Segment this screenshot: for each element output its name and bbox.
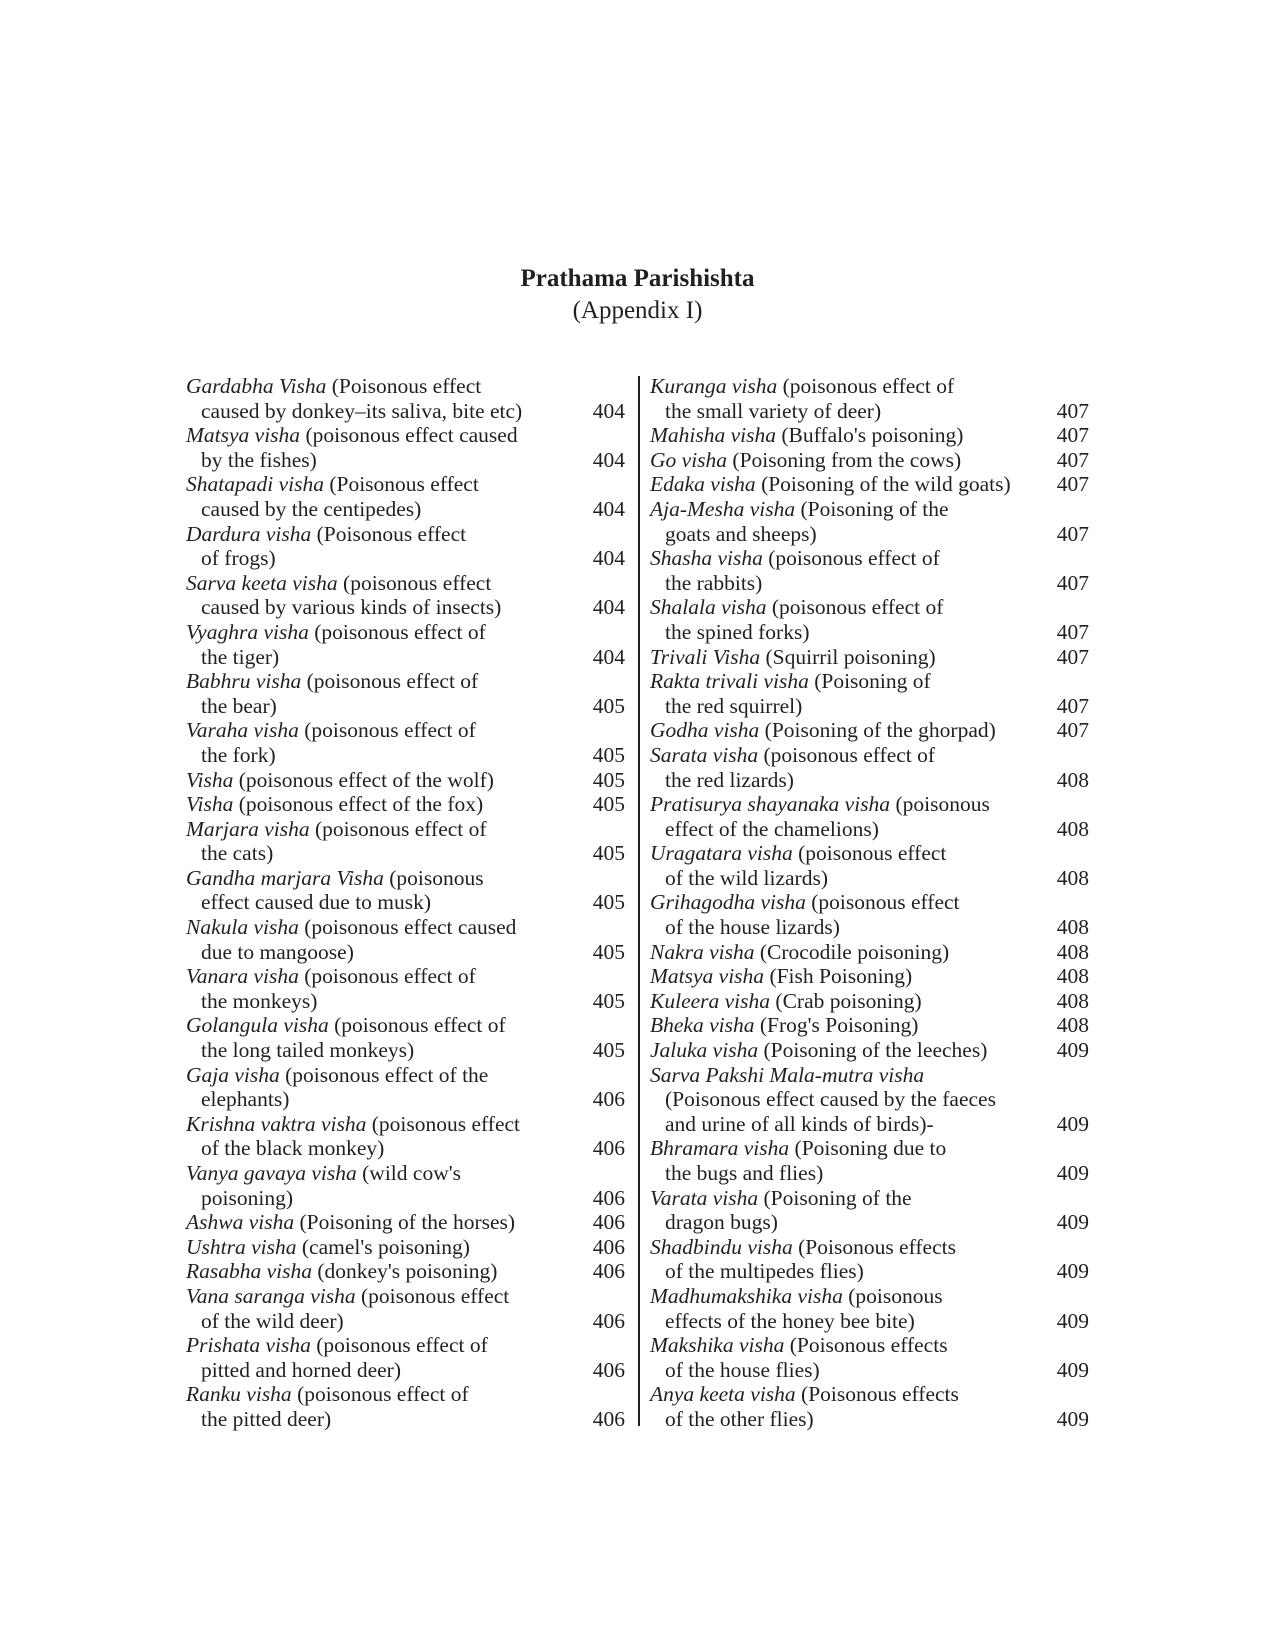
entry-first-line <box>650 841 1089 866</box>
entry-description: (Frog's Poisoning) <box>754 1013 919 1038</box>
entry-description: (Squirril poisoning) <box>760 644 936 669</box>
entry-page-number: 404 <box>592 546 625 571</box>
entry-first-line <box>650 1013 1089 1038</box>
entry-continuation-line: the red squirrel) <box>665 693 803 718</box>
entry-page-number: 404 <box>592 447 625 472</box>
index-entry <box>650 595 1089 644</box>
entry-page-number: 405 <box>592 792 625 817</box>
entry-description: (Poisonous effects <box>792 1234 956 1259</box>
entry-page-number: 409 <box>1056 1210 1089 1235</box>
entry-page-number: 405 <box>592 939 625 964</box>
index-entry <box>650 423 1089 448</box>
entry-page-number: 408 <box>1056 988 1089 1013</box>
index-column-left <box>186 374 625 1432</box>
entry-first-line <box>650 792 1089 817</box>
entry-first-line <box>650 448 1089 473</box>
index-entry <box>186 1259 625 1284</box>
entry-continuation-line: of the wild lizards) <box>665 865 828 890</box>
index-entry <box>186 792 625 817</box>
entry-description: (poisonous effect <box>366 1111 521 1136</box>
entry-term: Ashwa visha <box>186 1210 295 1235</box>
entry-continuation-line: the pitted deer) <box>201 1406 332 1431</box>
index-entry <box>186 423 625 472</box>
entry-first-line <box>186 915 625 940</box>
entry-continuation-line: of the house lizards) <box>665 915 840 940</box>
index-entry <box>650 1136 1089 1185</box>
entry-term: Ushtra visha <box>186 1234 297 1259</box>
index-entry <box>186 669 625 718</box>
entry-description: (poisonous effect of <box>777 374 955 398</box>
entry-page-number: 408 <box>1056 865 1089 890</box>
entry-description: (Fish Poisoning) <box>764 964 913 989</box>
entry-page-number: 407 <box>1056 398 1089 423</box>
entry-first-line <box>650 595 1089 620</box>
entry-first-line <box>186 620 625 645</box>
entry-continuation-line: caused by various kinds of insects) <box>201 595 502 620</box>
entry-term: Bheka visha <box>650 1013 755 1038</box>
entry-description: (Poisoning of the ghorpad) <box>759 718 996 743</box>
index-entry <box>186 472 625 521</box>
page-subtitle: (Appendix I) <box>572 297 703 324</box>
entry-continuation-line: of the black monkey) <box>201 1136 385 1161</box>
entry-description: (poisonous effect caused <box>300 423 518 448</box>
entry-first-line <box>650 497 1089 522</box>
entry-description: (poisonous effect caused <box>298 915 517 940</box>
entry-term: Visha <box>186 767 234 792</box>
entry-continuation-line: of frogs) <box>201 546 276 571</box>
entry-first-line <box>650 1382 1089 1407</box>
entry-first-line <box>186 374 625 399</box>
entry-page-number: 409 <box>1056 1357 1089 1382</box>
index-entry <box>186 1112 625 1161</box>
entry-first-line <box>650 940 1089 965</box>
entry-continuation-line: dragon bugs) <box>665 1210 778 1235</box>
entry-term: Mahisha visha <box>650 423 777 448</box>
entry-description: (Poisoning of the wild goats) <box>755 472 1011 497</box>
index-entry <box>186 817 625 866</box>
entry-first-line <box>650 472 1089 497</box>
entry-term: Aja-Mesha visha <box>650 496 796 521</box>
entry-continuation-line: effect caused due to musk) <box>201 890 432 915</box>
entry-continuation-line: the monkeys) <box>201 988 318 1013</box>
entry-term: Bhramara visha <box>650 1136 790 1161</box>
entry-continuation-line: caused by donkey–its saliva, bite etc) <box>201 398 523 423</box>
entry-term: Rakta trivali visha <box>650 669 809 694</box>
entry-page-number: 406 <box>592 1185 625 1210</box>
entry-description: (Poisonous effect <box>323 472 479 497</box>
entry-description: (Poisoning of the <box>758 1185 912 1210</box>
entry-page-number: 406 <box>592 1087 625 1112</box>
entry-first-line <box>186 1013 625 1038</box>
entry-first-line <box>186 423 625 448</box>
entry-term: Gaja visha <box>186 1062 280 1087</box>
index-entry <box>650 1013 1089 1038</box>
entry-description: (poisonous effect of the fox) <box>233 792 484 817</box>
entry-page-number: 409 <box>1056 1111 1089 1136</box>
entry-first-line <box>650 1333 1089 1358</box>
entry-description: (poisonous effect <box>792 841 947 866</box>
index-entry <box>186 1333 625 1382</box>
entry-first-line <box>186 817 625 842</box>
entry-first-line <box>186 522 625 547</box>
index-entry <box>650 1063 1089 1137</box>
entry-first-line <box>186 1235 625 1260</box>
index-entry <box>650 546 1089 595</box>
entry-first-line <box>186 1333 625 1358</box>
entry-term: Vyaghra visha <box>186 619 309 644</box>
entry-term: Golangula visha <box>186 1013 329 1038</box>
entry-first-line <box>650 964 1089 989</box>
index-entry <box>650 374 1089 423</box>
index-entry <box>650 841 1089 890</box>
entry-description: (poisonous effect of <box>291 1382 469 1407</box>
column-divider <box>638 376 640 1426</box>
entry-description: (Poisoning of <box>808 669 931 694</box>
page-title: Prathama Parishishta <box>520 265 755 292</box>
entry-description: (wild cow's <box>356 1161 461 1185</box>
index-entry <box>186 1235 625 1260</box>
entry-term: Visha <box>186 792 234 817</box>
entry-continuation-line: the bear) <box>201 693 277 718</box>
entry-first-line <box>650 423 1089 448</box>
index-entry <box>186 1382 625 1431</box>
entry-term: Grihagodha visha <box>650 890 806 915</box>
entry-term: Kuleera visha <box>650 988 771 1013</box>
entry-description: (poisonous effect of the wolf) <box>233 767 494 792</box>
entry-term: Makshika visha <box>650 1333 785 1358</box>
entry-description: (poisonous <box>890 792 990 817</box>
index-entry <box>650 497 1089 546</box>
entry-page-number: 405 <box>592 841 625 866</box>
entry-term: Prishata visha <box>186 1333 311 1358</box>
entry-term: Varaha visha <box>186 718 299 743</box>
index-entry <box>650 1235 1089 1284</box>
entry-term: Shasha visha <box>650 546 763 571</box>
entry-page-number: 406 <box>592 1136 625 1161</box>
entry-continuation-line: the fork) <box>201 742 276 767</box>
entry-first-line <box>650 718 1089 743</box>
entry-description: (poisonous effect of <box>762 546 940 571</box>
entry-term: Edaka visha <box>650 472 756 497</box>
entry-page-number: 408 <box>1056 1013 1089 1038</box>
entry-continuation-line: due to mangoose) <box>201 939 354 964</box>
entry-continuation-line: elephants) <box>201 1087 290 1112</box>
entry-continuation-line: of the wild deer) <box>201 1308 344 1333</box>
entry-term: Shalala visha <box>650 595 767 620</box>
entry-description: (Poisonous effect <box>326 374 482 398</box>
entry-description: (poisonous effect of <box>301 669 479 694</box>
index-entry <box>186 718 625 767</box>
entry-description: (Crab poisoning) <box>770 988 922 1013</box>
index-entry <box>186 1013 625 1062</box>
entry-page-number: 409 <box>1056 1259 1089 1284</box>
entry-description: (poisonous effect of <box>298 718 476 743</box>
entry-page-number: 406 <box>592 1210 625 1235</box>
entry-continuation-line: by the fishes) <box>201 447 317 472</box>
entry-first-line <box>186 866 625 891</box>
entry-page-number: 406 <box>592 1234 625 1259</box>
entry-continuation-line: effects of the honey bee bite) <box>665 1308 915 1333</box>
entry-page-number: 407 <box>1056 447 1089 472</box>
entry-page-number: 406 <box>592 1357 625 1382</box>
entry-continuation-line: goats and sheeps) <box>665 521 817 546</box>
index-entry <box>650 743 1089 792</box>
entry-term: Sarva Pakshi Mala-mutra visha <box>650 1062 925 1087</box>
index-entry <box>650 472 1089 497</box>
index-entry <box>186 620 625 669</box>
entry-term: Nakula visha <box>186 915 299 940</box>
entry-continuation-line: the tiger) <box>201 644 280 669</box>
entry-page-number: 408 <box>1056 939 1089 964</box>
entry-page-number: 404 <box>592 644 625 669</box>
entry-term: Jaluka visha <box>650 1038 759 1063</box>
entry-first-line <box>186 792 625 817</box>
entry-description: (Poisoning of the leeches) <box>758 1038 988 1063</box>
entry-description: (poisonous effect of <box>766 595 944 620</box>
entry-continuation-line: the long tailed monkeys) <box>201 1038 415 1063</box>
entry-description: (Poisoning due to <box>789 1136 947 1161</box>
entry-description: (poisonous effect of <box>309 816 487 841</box>
entry-first-line <box>650 374 1089 399</box>
entry-continuation-line: the rabbits) <box>665 570 763 595</box>
entry-description: (poisonous effect <box>355 1283 510 1308</box>
entry-first-line <box>186 1210 625 1235</box>
index-entry <box>650 448 1089 473</box>
entry-page-number: 407 <box>1056 472 1089 497</box>
entry-description: (camel's poisoning) <box>296 1234 470 1259</box>
index-entry <box>186 374 625 423</box>
entry-continuation-line: the cats) <box>201 841 274 866</box>
entry-term: Uragatara visha <box>650 841 793 866</box>
entry-first-line <box>186 669 625 694</box>
index-entry <box>650 940 1089 965</box>
entry-continuation-line: and urine of all kinds of birds)- <box>665 1111 934 1136</box>
entry-continuation-line: of the house flies) <box>665 1357 820 1382</box>
entry-term: Varata visha <box>650 1185 759 1210</box>
entry-description: (Poisoning of the horses) <box>294 1210 516 1235</box>
entry-first-line <box>650 989 1089 1014</box>
index-entry <box>650 645 1089 670</box>
entry-term: Nakra visha <box>650 939 755 964</box>
entry-page-number: 406 <box>592 1406 625 1431</box>
entry-continuation-line: the bugs and flies) <box>665 1161 824 1185</box>
entry-page-number: 407 <box>1056 693 1089 718</box>
index-entry <box>650 669 1089 718</box>
entry-description: (poisonous <box>842 1283 943 1308</box>
entry-term: Go visha <box>650 447 728 472</box>
entry-first-line <box>650 1235 1089 1260</box>
entry-term: Krishna vaktra visha <box>186 1111 367 1136</box>
entry-page-number: 407 <box>1056 644 1089 669</box>
index-entry <box>186 522 625 571</box>
entry-continuation-line: caused by the centipedes) <box>201 496 422 521</box>
entry-continuation-line: the small variety of deer) <box>665 398 882 423</box>
entry-term: Gardabha Visha <box>186 374 327 398</box>
entry-description: (Poisoning of the <box>795 496 949 521</box>
entry-description: (poisonous effect of the <box>279 1062 489 1087</box>
entry-term: Kuranga visha <box>650 374 778 398</box>
entry-term: Dardura visha <box>186 521 312 546</box>
entry-term: Marjara visha <box>186 816 310 841</box>
index-entry <box>186 866 625 915</box>
entry-term: Vanya gavaya visha <box>186 1161 357 1185</box>
entry-first-line <box>650 743 1089 768</box>
entry-description: (Poisonous effect <box>311 521 467 546</box>
entry-term: Godha visha <box>650 718 760 743</box>
index-entry <box>650 1382 1089 1431</box>
index-entry <box>186 1210 625 1235</box>
entry-page-number: 405 <box>592 693 625 718</box>
entry-term: Babhru visha <box>186 669 302 694</box>
entry-description: (poisonous effect of <box>328 1013 506 1038</box>
entry-term: Ranku visha <box>186 1382 292 1407</box>
entry-term: Vanara visha <box>186 964 299 989</box>
entry-page-number: 408 <box>1056 816 1089 841</box>
index-entry <box>186 1063 625 1112</box>
entry-first-line <box>650 669 1089 694</box>
index-entry <box>186 571 625 620</box>
entry-page-number: 405 <box>592 742 625 767</box>
entry-description: (poisonous <box>383 865 484 890</box>
entry-term: Madhumakshika visha <box>650 1283 843 1308</box>
entry-first-line <box>650 890 1089 915</box>
entry-first-line <box>650 1136 1089 1161</box>
entry-first-line <box>650 546 1089 571</box>
index-entry <box>186 915 625 964</box>
index-entry <box>186 964 625 1013</box>
entry-term: Shadbindu visha <box>650 1234 793 1259</box>
entry-page-number: 408 <box>1056 767 1089 792</box>
entry-first-line <box>650 645 1089 670</box>
index-entry <box>650 1038 1089 1063</box>
entry-description: (Poisonous effects <box>784 1333 948 1358</box>
entry-continuation-line: pitted and horned deer) <box>201 1357 401 1382</box>
index-entry <box>186 1161 625 1210</box>
entry-description: (Buffalo's poisoning) <box>776 423 964 448</box>
index-entry <box>650 964 1089 989</box>
entry-term: Matsya visha <box>650 964 765 989</box>
index-entry <box>650 890 1089 939</box>
entry-term: Pratisurya shayanaka visha <box>650 792 891 817</box>
page-heading <box>0 264 1275 326</box>
index-entry <box>650 1333 1089 1382</box>
entry-first-line <box>186 1382 625 1407</box>
index-entry <box>650 792 1089 841</box>
entry-term: Matsya visha <box>186 423 301 448</box>
entry-page-number: 408 <box>1056 964 1089 989</box>
entry-first-line <box>186 1112 625 1137</box>
entry-first-line <box>186 718 625 743</box>
entry-continuation-line: (Poisonous effect caused by the faeces <box>665 1087 996 1112</box>
entry-page-number: 407 <box>1056 619 1089 644</box>
entry-first-line <box>186 1259 625 1284</box>
entry-continuation-line: the spined forks) <box>665 619 810 644</box>
entry-page-number: 404 <box>592 595 625 620</box>
entry-description: (donkey's poisoning) <box>312 1259 498 1284</box>
entry-first-line <box>186 1284 625 1309</box>
index-entry <box>650 989 1089 1014</box>
index-column-right <box>650 374 1089 1432</box>
entry-term: Gandha marjara Visha <box>186 865 384 890</box>
index-entry <box>650 718 1089 743</box>
entry-description: (poisonous effect of <box>308 619 486 644</box>
entry-first-line <box>186 964 625 989</box>
entry-description: (poisonous effect <box>805 890 960 915</box>
entry-first-line <box>650 1063 1089 1088</box>
entry-continuation-line: poisoning) <box>201 1185 293 1210</box>
entry-description: (poisonous effect of <box>298 964 476 989</box>
entry-continuation-line: of the multipedes flies) <box>665 1259 864 1284</box>
index-entry <box>650 1186 1089 1235</box>
entry-term: Vana saranga visha <box>186 1283 356 1308</box>
index-entry <box>186 768 625 793</box>
entry-page-number: 406 <box>592 1259 625 1284</box>
entry-page-number: 405 <box>592 890 625 915</box>
entry-page-number: 405 <box>592 767 625 792</box>
entry-term: Rasabha visha <box>186 1259 313 1284</box>
entry-term: Anya keeta visha <box>650 1382 796 1407</box>
index-entry <box>186 1284 625 1333</box>
entry-page-number: 409 <box>1056 1308 1089 1333</box>
entry-page-number: 408 <box>1056 915 1089 940</box>
entry-page-number: 404 <box>592 496 625 521</box>
entry-continuation-line: the red lizards) <box>665 767 794 792</box>
entry-page-number: 409 <box>1056 1038 1089 1063</box>
entry-page-number: 404 <box>592 398 625 423</box>
entry-term: Trivali Visha <box>650 644 761 669</box>
entry-continuation-line: effect of the chamelions) <box>665 816 879 841</box>
entry-first-line <box>186 768 625 793</box>
entry-first-line <box>186 1063 625 1088</box>
entry-page-number: 409 <box>1056 1161 1089 1185</box>
entry-page-number: 407 <box>1056 570 1089 595</box>
entry-description: (poisonous effect <box>337 570 492 595</box>
entry-term: Sarata visha <box>650 742 759 767</box>
entry-term: Sarva keeta visha <box>186 570 338 595</box>
entry-page-number: 406 <box>592 1308 625 1333</box>
index-entry <box>650 1284 1089 1333</box>
entry-description: (Poisoning from the cows) <box>727 447 962 472</box>
entry-first-line <box>186 472 625 497</box>
entry-description: (poisonous effect of <box>758 742 936 767</box>
entry-first-line <box>186 1161 625 1186</box>
entry-page-number: 405 <box>592 988 625 1013</box>
entry-page-number: 405 <box>592 1038 625 1063</box>
entry-first-line <box>650 1186 1089 1211</box>
entry-description: (Crocodile poisoning) <box>754 939 950 964</box>
entry-first-line <box>650 1284 1089 1309</box>
entry-page-number: 407 <box>1056 718 1089 743</box>
entry-page-number: 409 <box>1056 1406 1089 1431</box>
entry-first-line <box>650 1038 1089 1063</box>
entry-description: (Poisonous effects <box>795 1382 959 1407</box>
entry-continuation-line: of the other flies) <box>665 1406 814 1431</box>
entry-page-number: 407 <box>1056 423 1089 448</box>
entry-description: (poisonous effect of <box>310 1333 488 1358</box>
entry-page-number: 407 <box>1056 521 1089 546</box>
entry-first-line <box>186 571 625 596</box>
entry-term: Shatapadi visha <box>186 472 324 497</box>
